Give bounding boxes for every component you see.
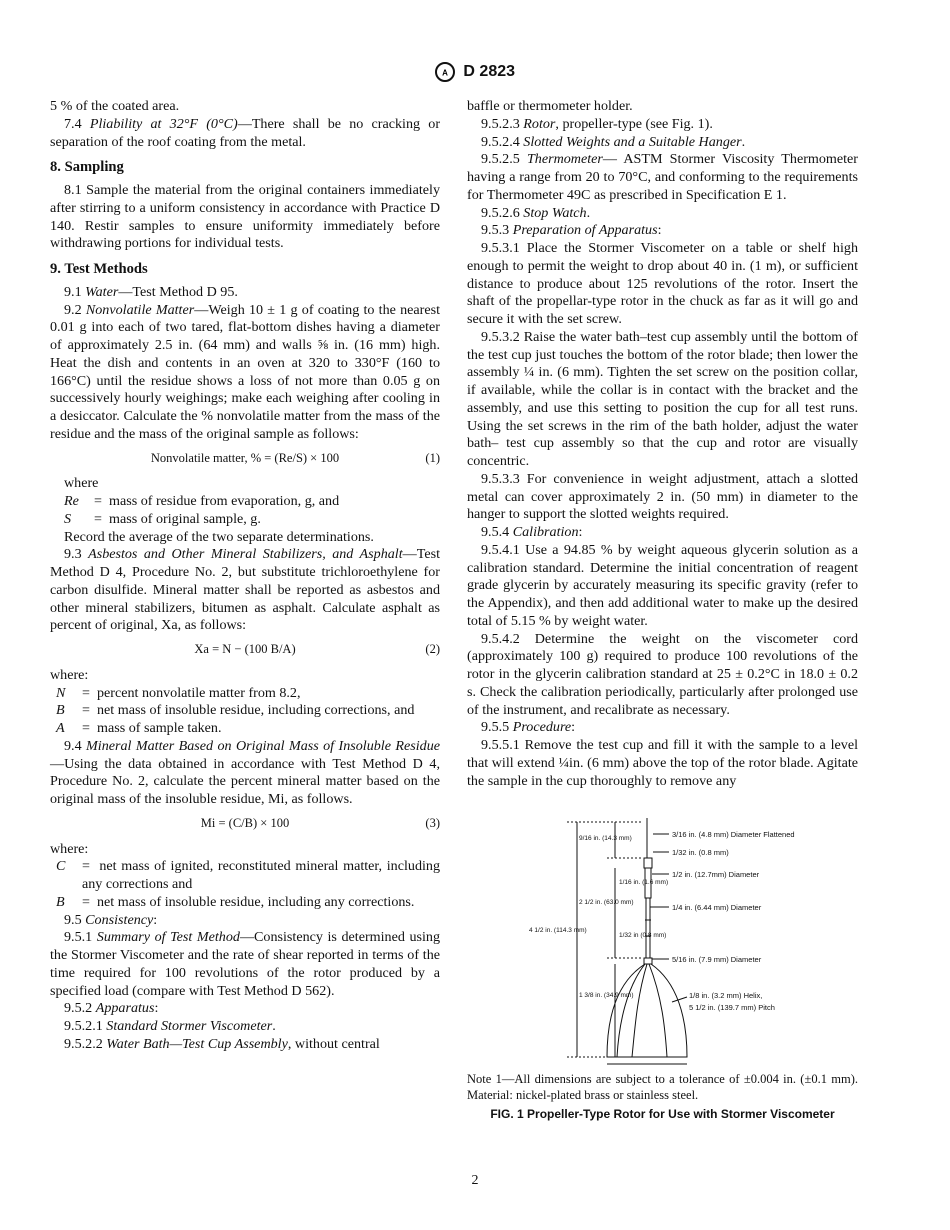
dim-upper-shaft: 2 1/2 in. (63.0 mm) [579,899,634,907]
dim-collar: 1/16 in. (1.6 mm) [619,879,669,887]
paragraph: 5 % of the coated area. [50,98,180,114]
paragraph-9-5-3-2: 9.5.3.2 Raise the water bath–test cup assembly until the bottom of the test cup just touches the bottom of the rotor blade; then lower the assembly ¼ in. (6 mm). Tighten the set screw on the position collar, if available, while the collar is in contact with the bracket and the assembly, and use this setting to position the cup for all test runs. Using the set screws in the rim of the bath holder, adjust the water bath– test cup assembly so that the cup and rotor are visually concentric. [467,328,858,469]
paragraph-9-1: 9.1 Water—Test Method D 95. [64,283,238,300]
where-list-2: N = percent nonvolatile matter from 8.2, B = net mass of insoluble residue, including corrections, and A = mass of sample taken. [56,684,415,736]
figure-rotor-drawing [467,812,858,1070]
paragraph-7-4: 7.4 Pliability at 32°F (0°C)—There shall be no cracking or separation of the roof coating from the metal. [50,115,441,150]
left-column [50,98,440,1054]
paragraph-9-4: 9.4 Mineral Matter Based on Original Mass of Insoluble Residue—Using the data obtained in accordance with Test Method D 4, Procedure No. 2, calculate the percent mineral matter based on the original mass of the insoluble residue, Mi, as follows. [50,737,440,807]
paragraph-8-1: 8.1 Sample the material from the original containers immediately after stirring to a uniform consistency in accordance with Practice D 140. Restir samples to ensure uniformity immediately before withdrawing portions for individual tests. [50,182,440,252]
paragraph-9-5-4-2: 9.5.4.2 Determine the weight on the viscometer cord (approximately 100 g) required to produce 100 revolutions of the rotor in the glycerin calibration standard at 25 ± 0.2°C in 18.0 ± 0.2 s. Check the calibration periodically, particularly after prolonged use of the instrument, and recalibrate as necessary. [467,630,858,718]
label-flat-thickness: 1/32 in. (0.8 mm) [672,848,729,858]
paragraph-9-5-2-6: 9.5.2.6 Stop Watch. [481,204,591,221]
dim-top: 9/16 in. (14.3 mm) [579,835,632,843]
paragraph-9-5-3: 9.5.3 Preparation of Apparatus: [481,222,662,239]
paragraph-9-5-4: 9.5.4 Calibration: [481,524,583,540]
paragraph-9-5-4-1: 9.5.4.1 Use a 94.85 % by weight aqueous glycerin solution as a calibration standard. Determine the initial concentration of reagent grade glycerin by accurately measuring its specific gravity (refer to the Appendix), and then add additional water to make up the desired total of 5.15 % by weight water. [467,541,858,629]
dim-overall: 4 1/2 in. (114.3 mm) [529,927,587,935]
paragraph-9-5-2-1: 9.5.2.1 Standard Stormer Viscometer. [64,1018,276,1034]
where-list-3: C = net mass of ignited, reconstituted mineral matter, including any corrections and B = net mass of insoluble residue, including any corrections. [56,858,441,910]
paragraph-9-5-2: 9.5.2 Apparatus: [64,1000,159,1017]
figure-caption: FIG. 1 Propeller-Type Rotor for Use with Stormer Viscometer [490,1107,835,1122]
paragraph-9-5-2-2: 9.5.2.2 Water Bath—Test Cup Assembly, without central [64,1035,380,1052]
paragraph-9-5-3-1: 9.5.3.1 Place the Stormer Viscometer on a table or shelf high enough to permit the weight to drop about 40 in. (1 m), or sufficient distance to produce about 125 revolutions of the rotor. Insert the shaft of the propellar-type rotor in the chuck as far as it will go and secure it with the set screw. [467,240,858,327]
paragraph-9-3: 9.3 Asbestos and Other Mineral Stabilizers, and Asphalt—Test Method D 4, Procedure No. 2, but substitute trichloroethylene for carbon disulfide. Mineral matter shall be reported as asbestos and other mineral stabilizers, bitumen as asphalt. Calculate asphalt as percent of original, Xa, as follows: [50,546,440,634]
label-flattened: 3/16 in. (4.8 mm) Diameter Flattened [672,830,795,840]
paragraph-9-5-5-1: 9.5.5.1 Remove the test cup and fill it with the sample to a level that will extend ¼in. (6 mm) above the top of the rotor blade. Agitate the sample in the cup thoroughly to remove any [467,737,858,789]
label-shaft-diameter: 1/4 in. (6.44 mm) Diameter [672,903,762,913]
section-heading-9: 9. Test Methods [50,261,148,277]
paragraph-9-5-5: 9.5.5 Procedure: [481,719,576,736]
equation-2: Xa = N − (100 B/A) (2) [194,642,440,656]
paragraph: Record the average of the two separate determinations. [64,528,374,545]
rotor-diagram [467,812,858,1070]
page-header [0,62,950,82]
equation-1: Nonvolatile matter, % = (Re/S) × 100 (1) [150,450,440,465]
label-upper-diameter: 1/2 in. (12.7mm) Diameter [672,870,760,880]
paragraph-9-2: 9.2 Nonvolatile Matter—Weigh 10 ± 1 g of coating to the nearest 0.01 g into each of two tared, flat-bottom dishes having a diameter of approximately 2.5 in. (64 mm) and walls ⅝ in. (16 mm) high. Heat the dish and contents in an oven at 320 to 330°F (160 to 166°C) until the residue shows a loss of not more than 0.05 g on successively hourly weighings; make each weighing after cooling in a desiccator. Calculate the % nonvolatile matter from the mass of the residue and the mass of the original sample as follows: [50,301,440,442]
paragraph: baffle or thermometer holder. [467,98,633,114]
svg-text:A: A [442,68,448,78]
section-heading-8: 8. Sampling [50,159,124,176]
equation-3: Mi = (C/B) × 100 (3) [200,815,440,830]
dim-blade: 1 3/8 in. (34.9 mm) [579,992,634,1000]
designation: D 2823 [463,63,516,81]
where-list-1: Re = mass of residue from evaporation, g, and S = mass of original sample, g. [64,493,340,527]
paragraph-9-5-2-5: 9.5.2.5 Thermometer— ASTM Stormer Viscosity Thermometer having a range from 20 to 70°C, and conforming to the requirements for Thermometer 49C as prescribed in Specification E 1. [467,151,858,203]
astm-logo-icon [435,62,455,82]
figure-note: Note 1—All dimensions are subject to a tolerance of ±0.004 in. (±0.1 mm). Material: nickel-plated brass or stainless steel. [467,1072,858,1102]
page-number: 2 [471,1173,479,1188]
right-column [467,98,858,1124]
label-helix: 1/8 in. (3.2 mm) Helix, [689,991,763,1001]
paragraph-9-5-2-4: 9.5.2.4 Slotted Weights and a Suitable Hanger. [481,133,746,150]
label-hub-diameter: 5/16 in. (7.9 mm) Diameter [672,955,762,965]
paragraph-9-5-2-3: 9.5.2.3 Rotor, propeller-type (see Fig. 1). [481,115,713,132]
dim-groove: 1/32 in (0.8 mm) [619,932,667,940]
paragraph-9-5: 9.5 Consistency: [64,911,158,928]
where-label: where: [50,840,89,857]
where-label: where [64,475,99,492]
label-pitch: 5 1/2 in. (139.7 mm) Pitch [689,1003,775,1013]
paragraph-9-5-1: 9.5.1 Summary of Test Method—Consistency is determined using the Stormer Viscometer and the rate of shear reported in terms of the time required for 100 revolutions of the rotor produced by a specified load (compare with Test Method D 562). [50,929,440,999]
where-label: where: [50,666,89,683]
paragraph-9-5-3-3: 9.5.3.3 For convenience in weight adjustment, attach a slotted metal can cover approximately 2 in. (50 mm) in diameter to the hanger to support the slotted weights required. [467,470,858,523]
